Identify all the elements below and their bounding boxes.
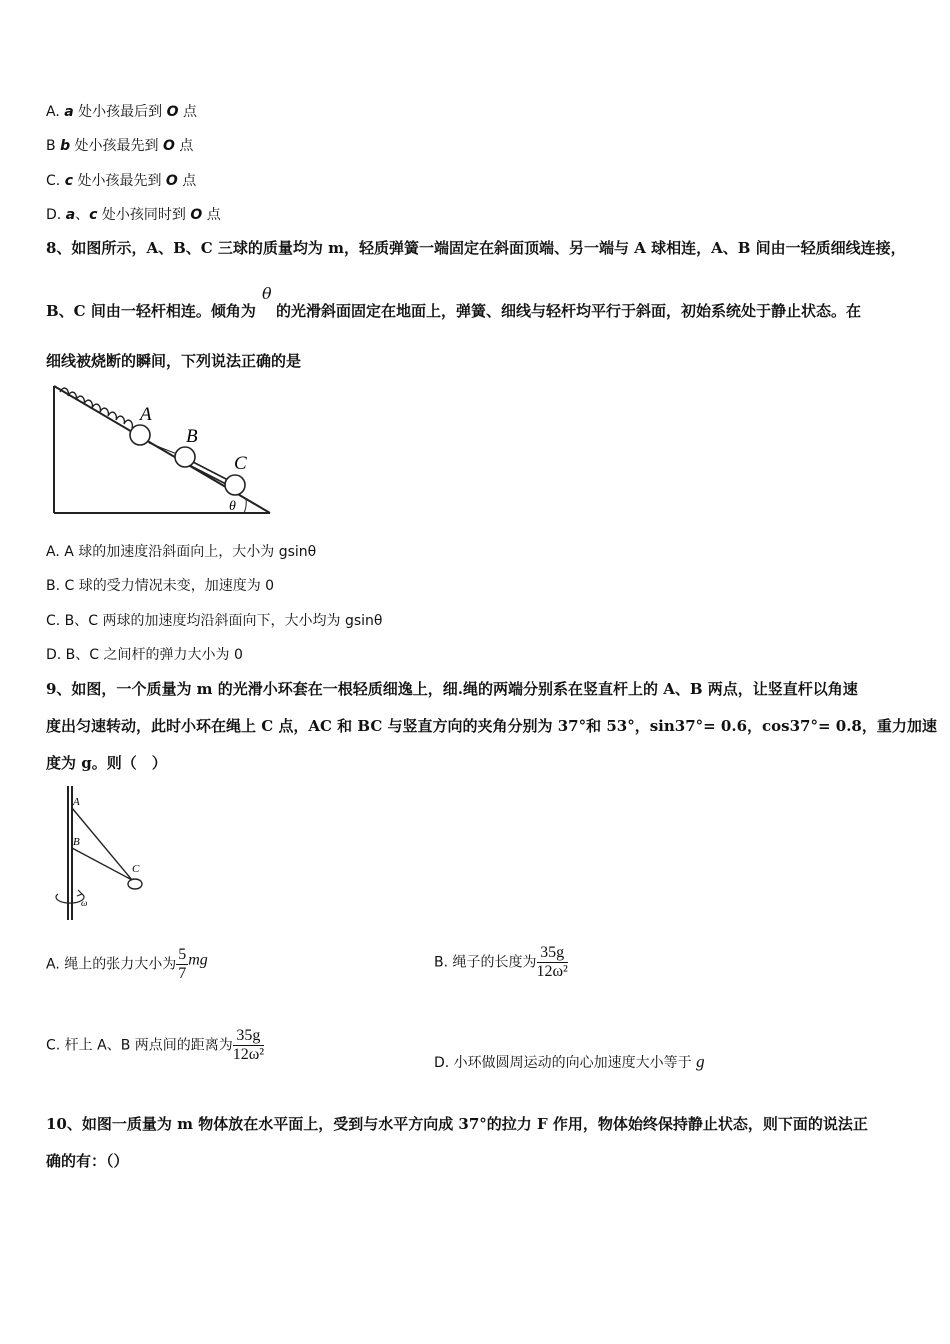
q9-option-d: D. 小环做圆周运动的向心加速度大小等于 g <box>434 1052 705 1071</box>
rotation-arrowhead <box>77 890 82 896</box>
fraction-distance: $\frac{35g}{\text{12ω²}}$ <box>232 1027 265 1063</box>
q10-stem-line1: 10、如图一质量为 m 物体放在水平面上，受到与水平方向成 37°的拉力 F 作用，物体始终保持静止状态，则下面的说法正 <box>46 1115 868 1133</box>
option-prev-b: B b 处小孩最先到 O 点 <box>46 138 194 154</box>
label-a: A <box>73 796 80 808</box>
ball-b <box>175 447 195 467</box>
q8-stem-line3: 细线被烧断的瞬间，下列说法正确的是 <box>46 352 302 370</box>
thread-ab <box>149 443 177 454</box>
option-prev-c: C. c 处小孩最先到 O 点 <box>46 173 197 189</box>
fraction-five-sevenths: $\frac{5}{7}$ <box>178 946 187 982</box>
q9-rotating-rod-figure <box>50 782 160 924</box>
q8-option-d: D. B、C 之间杆的弹力大小为 0 <box>46 647 243 663</box>
label-c: C <box>234 453 247 474</box>
q8-stem-line1: 8、如图所示，A、B、C 三球的质量均为 m，轻质弹簧一端固定在斜面顶端、另一端与 A 球相连，A、B 间由一轻质细线连接， <box>46 239 906 257</box>
option-prev-a: A. a 处小孩最后到 O 点 <box>46 104 197 120</box>
ball-c <box>225 475 245 495</box>
q8-stem-line2a: B、C 间由一轻杆相连。倾角为 <box>46 302 256 320</box>
label-theta: θ <box>229 499 236 514</box>
q9-stem-line1: 9、如图，一个质量为 m 的光滑小环套在一根轻质细逸上，细.绳的两端分别系在竖直杆上的 A、B 两点，让竖直杆以角速 <box>46 680 858 698</box>
label-b: B <box>73 836 80 848</box>
label-b: B <box>186 426 198 447</box>
q8-option-c: C. B、C 两球的加速度均沿斜面向下，大小均为 gsinθ <box>46 613 383 629</box>
spring <box>60 388 132 428</box>
ball-a <box>130 425 150 445</box>
label-omega: ω <box>81 898 88 908</box>
q8-option-a: A. A 球的加速度沿斜面向上，大小为 gsinθ <box>46 544 317 560</box>
small-ring <box>128 879 142 889</box>
string-bc <box>72 848 132 880</box>
rod-bc-bottom <box>191 466 226 484</box>
label-c: C <box>132 863 140 875</box>
option-prev-d: D. a、c 处小孩同时到 O 点 <box>46 207 221 223</box>
angle-arc <box>244 499 246 513</box>
string-ac <box>72 808 132 880</box>
q9-stem-line3: 度为 g。则（ ） <box>46 754 167 772</box>
q9-stem-line2: 度出匀速转动，此时小环在绳上 C 点，AC 和 BC 与竖直方向的夹角分别为 37°和 53°，sin37°= 0.6，cos37°= 0.8，重力加速 <box>46 717 937 735</box>
label-a: A <box>140 404 152 425</box>
q8-option-b: B. C 球的受力情况未变，加速度为 0 <box>46 578 275 594</box>
q9-option-c: C. 杆上 A、B 两点间的距离为 $\frac{35g}{\text{12ω²}}$ <box>46 1027 265 1063</box>
q9-option-b: B. 绳子的长度为 $\frac{35g}{\text{12ω²}}$ <box>434 944 568 980</box>
q10-stem-line2: 确的有：（） <box>46 1152 129 1170</box>
q8-theta-symbol: θ <box>262 284 272 303</box>
q8-stem-line2b: 的光滑斜面固定在地面上，弹簧、细线与轻杆均平行于斜面，初始系统处于静止状态。在 <box>276 302 862 320</box>
fraction-length: $\frac{35g}{\text{12ω²}}$ <box>536 944 568 980</box>
q9-option-a: A. 绳上的张力大小为 $\frac{5}{7}$ mg <box>46 946 208 982</box>
q8-incline-figure <box>46 378 278 518</box>
